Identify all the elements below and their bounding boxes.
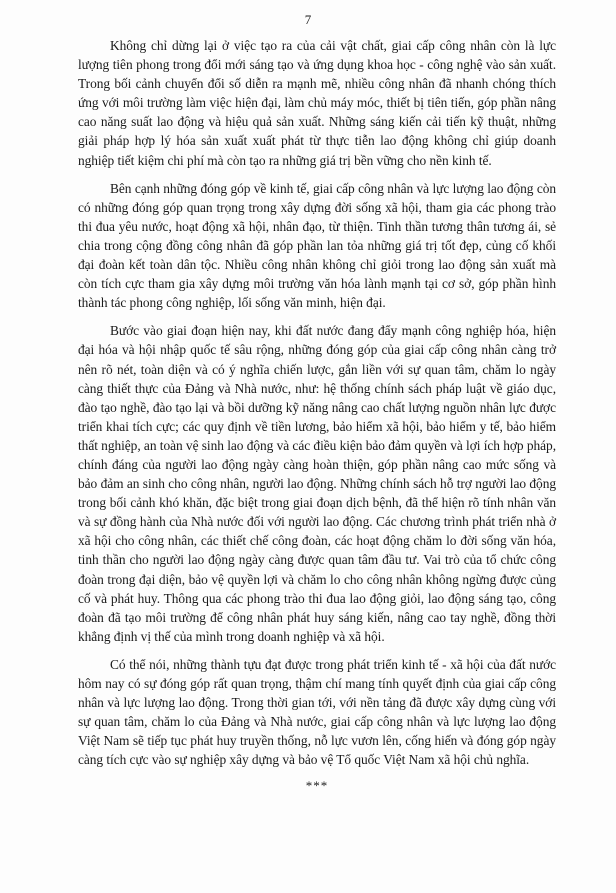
paragraph: Bước vào giai đoạn hiện nay, khi đất nước đang đẩy mạnh công nghiệp hóa, hiện đại hóa và hội nhập quốc tế sâu rộng, những đóng góp của giai cấp công nhân càng trở nên rõ nét, toàn diện và có ý nghĩa chiến lược, gắn liền với sự quan tâm, chăm lo ngày càng thiết thực của Đảng và Nhà nước, như: hệ thống chính sách pháp luật về giáo dục, đào tạo nghề, đào tạo lại và bồi dưỡng kỹ năng nâng cao chất lượng nguồn nhân lực được triển khai tích cực; các quy định về tiền lương, bảo hiểm xã hội, bảo hiểm y tế, bảo hiểm thất nghiệp, an toàn vệ sinh lao động và các điều kiện bảo đảm quyền và lợi ích hợp pháp, chính đáng của người lao động ngày càng hoàn thiện, góp phần nâng cao mức sống và bảo đảm an sinh cho công nhân, người lao động. Những chính sách hỗ trợ người lao động trong bối cảnh khó khăn, đặc biệt trong giai đoạn dịch bệnh, đã thể hiện rõ tính nhân văn và sự đồng hành của Nhà nước đối với người lao động. Các chương trình phát triển nhà ở xã hội cho công nhân, các thiết chế công đoàn, các hoạt động chăm lo đời sống văn hóa, tinh thần cho người lao động ngày càng được quan tâm đầu tư. Vai trò của tổ chức công đoàn trong đại diện, bảo vệ quyền lợi và chăm lo cho công nhân không ngừng được củng cố và phát huy. Thông qua các phong trào thi đua lao động giỏi, lao động sáng tạo, công đoàn đã tạo môi trường để công nhân phát huy sáng kiến, nâng cao tay nghề, đồng thời khẳng định vị thế của mình trong doanh nghiệp và xã hội.: [78, 323, 556, 644]
body-text: [78, 36, 556, 794]
page-number: 7: [304, 12, 312, 27]
paragraph: Bên cạnh những đóng góp về kinh tế, giai cấp công nhân và lực lượng lao động còn có những đóng góp quan trọng trong xây dựng đời sống xã hội, tham gia các phong trào thi đua yêu nước, hoạt động xã hội, nhân đạo, từ thiện. Tinh thần tương thân tương ái, sẻ chia trong cộng đồng công nhân đã góp phần lan tỏa những giá trị tốt đẹp, củng cố khối đại đoàn kết toàn dân tộc. Nhiều công nhân không chỉ giỏi trong lao động sản xuất mà còn tích cực tham gia xây dựng môi trường văn hóa lành mạnh tại cơ sở, góp phần hình thành tác phong công nghiệp, lối sống văn minh, hiện đại.: [78, 180, 556, 311]
paragraph: Không chỉ dừng lại ở việc tạo ra của cải vật chất, giai cấp công nhân còn là lực lượng tiên phong trong đổi mới sáng tạo và ứng dụng khoa học - công nghệ vào sản xuất. Trong bối cảnh chuyển đổi số diễn ra mạnh mẽ, nhiều công nhân đã nhanh chóng thích ứng với môi trường làm việc hiện đại, làm chủ máy móc, thiết bị tiên tiến, góp phần nâng cao năng suất lao động và hiệu quả sản xuất. Những sáng kiến cải tiến kỹ thuật, những giải pháp hợp lý hóa sản xuất xuất phát từ thực tiễn lao động không chỉ giúp doanh nghiệp tiết kiệm chi phí mà còn tạo ra những giá trị bền vững cho nền kinh tế.: [78, 38, 556, 168]
end-mark: ***: [305, 778, 329, 794]
paragraph: Có thể nói, những thành tựu đạt được trong phát triển kinh tế - xã hội của đất nước hôm nay có sự đóng góp rất quan trọng, thậm chí mang tính quyết định của giai cấp công nhân và lực lượng lao động. Trong thời gian tới, với nền tảng đã được xây dựng cùng với sự quan tâm, chăm lo của Đảng và Nhà nước, giai cấp công nhân và lực lượng lao động Việt Nam sẽ tiếp tục phát huy truyền thống, nỗ lực vươn lên, cống hiến và đóng góp ngày càng tích cực vào sự nghiệp xây dựng và bảo vệ Tổ quốc Việt Nam xã hội chủ nghĩa.: [78, 656, 556, 768]
